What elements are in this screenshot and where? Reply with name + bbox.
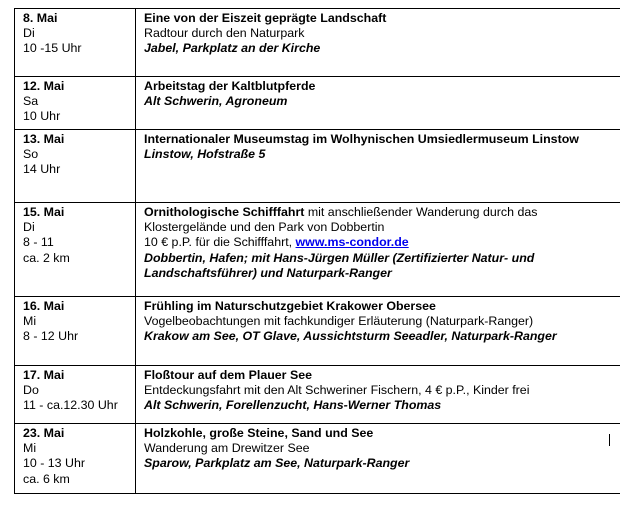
date-cell bbox=[15, 297, 136, 366]
date-cell bbox=[15, 77, 136, 130]
event-distance: ca. 6 km bbox=[23, 471, 70, 486]
details-cell bbox=[136, 77, 620, 130]
event-table bbox=[14, 8, 620, 494]
table-row bbox=[15, 366, 620, 424]
event-weekday: Di bbox=[23, 26, 35, 41]
event-date: 16. Mai bbox=[23, 299, 65, 313]
event-price: 10 € p.P. für die Schifffahrt, bbox=[144, 235, 296, 250]
event-title: Holzkohle, große Steine, Sand und See bbox=[144, 426, 374, 440]
table-row bbox=[15, 297, 620, 366]
table-row bbox=[15, 424, 620, 494]
event-description: Wanderung am Drewitzer See bbox=[144, 441, 310, 456]
table-row bbox=[15, 130, 620, 203]
table-row bbox=[15, 77, 620, 130]
event-time: 10 -15 Uhr bbox=[23, 41, 82, 56]
event-description: Vogelbeobachtungen mit fachkundiger Erläuterung (Naturpark-Ranger) bbox=[144, 314, 534, 329]
date-cell bbox=[15, 130, 136, 203]
details-cell bbox=[136, 203, 620, 297]
event-title: Ornithologische Schifffahrt bbox=[144, 205, 305, 219]
event-weekday: Di bbox=[23, 220, 35, 235]
date-cell bbox=[15, 9, 136, 77]
event-location: Krakow am See, OT Glave, Aussichtsturm Seeadler, Naturpark-Ranger bbox=[144, 329, 557, 344]
event-location: Alt Schwerin, Agroneum bbox=[144, 94, 288, 109]
event-weekday: Do bbox=[23, 383, 39, 398]
event-date: 15. Mai bbox=[23, 205, 65, 219]
event-weekday: So bbox=[23, 147, 39, 162]
details-cell bbox=[136, 424, 620, 494]
details-cell bbox=[136, 9, 620, 77]
text-cursor-mark bbox=[609, 434, 610, 446]
event-title-line bbox=[144, 205, 616, 235]
event-time: 10 Uhr bbox=[23, 109, 61, 124]
event-location: Alt Schwerin, Forellenzucht, Hans-Werner Thomas bbox=[144, 398, 442, 413]
details-cell bbox=[136, 366, 620, 424]
date-cell bbox=[15, 366, 136, 424]
event-date: 8. Mai bbox=[23, 11, 58, 25]
event-time: 11 - ca.12.30 Uhr bbox=[23, 398, 118, 413]
event-location: Sparow, Parkplatz am See, Naturpark-Ranger bbox=[144, 456, 410, 471]
event-title: Frühling im Naturschutzgebiet Krakower Obersee bbox=[144, 299, 436, 313]
event-date: 23. Mai bbox=[23, 426, 65, 440]
event-location: Linstow, Hofstraße 5 bbox=[144, 147, 266, 162]
event-time: 14 Uhr bbox=[23, 162, 61, 177]
event-weekday: Sa bbox=[23, 94, 39, 109]
event-price-line bbox=[144, 235, 616, 250]
event-title-suffix: mit anschließender Wanderung durch das Klostergelände und den Park von Dobbertin bbox=[144, 205, 538, 235]
event-time: 10 - 13 Uhr bbox=[23, 456, 85, 471]
event-title: Arbeitstag der Kaltblutpferde bbox=[144, 79, 316, 93]
table-row bbox=[15, 9, 620, 77]
event-title: Eine von der Eiszeit geprägte Landschaft bbox=[144, 11, 387, 25]
event-title: Floßtour auf dem Plauer See bbox=[144, 368, 312, 382]
details-cell bbox=[136, 130, 620, 203]
event-weekday: Mi bbox=[23, 441, 37, 456]
date-cell bbox=[15, 424, 136, 494]
event-date: 17. Mai bbox=[23, 368, 65, 382]
event-location: Dobbertin, Hafen; mit Hans-Jürgen Müller (Zertifizierter Natur- und Landschaftsführer) und Naturpark-Ranger bbox=[144, 250, 535, 280]
event-time: 8 - 11 bbox=[23, 235, 54, 250]
table-row bbox=[15, 203, 620, 297]
event-time: 8 - 12 Uhr bbox=[23, 329, 79, 344]
event-title: Internationaler Museumstag im Wolhynischen Umsiedlermuseum Linstow bbox=[144, 132, 579, 146]
event-weekday: Mi bbox=[23, 314, 37, 329]
event-schedule bbox=[14, 8, 610, 494]
event-date: 12. Mai bbox=[23, 79, 65, 93]
website-link[interactable]: www.ms-condor.de bbox=[295, 235, 409, 250]
event-distance: ca. 2 km bbox=[23, 250, 70, 265]
event-date: 13. Mai bbox=[23, 132, 65, 146]
date-cell bbox=[15, 203, 136, 297]
details-cell bbox=[136, 297, 620, 366]
event-location: Jabel, Parkplatz an der Kirche bbox=[144, 41, 321, 56]
event-description: Radtour durch den Naturpark bbox=[144, 26, 305, 41]
event-description: Entdeckungsfahrt mit den Alt Schweriner Fischern, 4 € p.P., Kinder frei bbox=[144, 383, 530, 398]
